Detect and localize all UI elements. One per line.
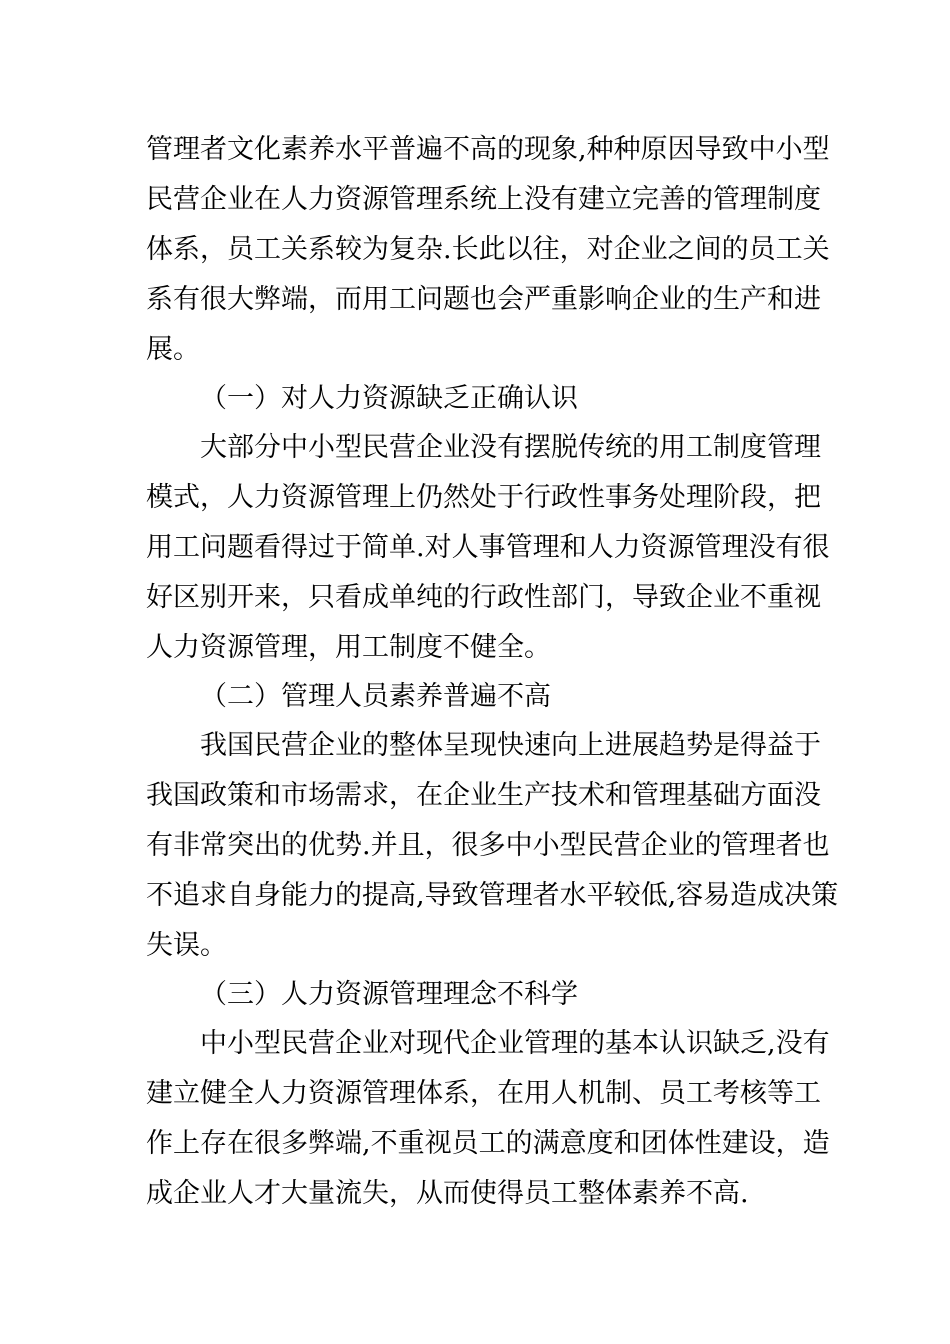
- section-heading: （一）对人力资源缺乏正确认识: [200, 383, 578, 414]
- body-text-line: 失误。: [146, 930, 227, 961]
- body-text-line: 民营企业在人力资源管理系统上没有建立完善的管理制度: [146, 184, 821, 215]
- body-text-line: 有非常突出的优势.并且，很多中小型民营企业的管理者也: [146, 830, 830, 861]
- body-text-line: 管理者文化素养水平普遍不高的现象,种种原因导致中小型: [146, 134, 830, 165]
- body-text-line: 展。: [146, 334, 200, 365]
- body-text-line: 系有很大弊端，而用工问题也会严重影响企业的生产和进: [146, 284, 821, 315]
- body-text-line: 体系，员工关系较为复杂.长此以往，对企业之间的员工关: [146, 234, 830, 265]
- body-text-line: 我国民营企业的整体呈现快速向上进展趋势是得益于: [200, 730, 821, 761]
- body-text-line: 成企业人才大量流失，从而使得员工整体素养不高.: [146, 1178, 749, 1209]
- body-text-line: 大部分中小型民营企业没有摆脱传统的用工制度管理: [200, 432, 821, 463]
- body-text-line: 用工问题看得过于简单.对人事管理和人力资源管理没有很: [146, 532, 830, 563]
- body-text-line: 作上存在很多弊端,不重视员工的满意度和团体性建设，造: [146, 1128, 830, 1159]
- section-heading: （三）人力资源管理理念不科学: [200, 979, 578, 1010]
- body-text-line: 人力资源管理，用工制度不健全。: [146, 632, 551, 663]
- body-text-line: 不追求自身能力的提高,导致管理者水平较低,容易造成决策: [146, 880, 839, 911]
- body-text-line: 建立健全人力资源管理体系，在用人机制、员工考核等工: [146, 1078, 821, 1109]
- body-text-line: 我国政策和市场需求，在企业生产技术和管理基础方面没: [146, 780, 821, 811]
- section-heading: （二）管理人员素养普遍不高: [200, 681, 551, 712]
- body-text-line: 中小型民营企业对现代企业管理的基本认识缺乏,没有: [200, 1028, 830, 1059]
- body-text-line: 模式，人力资源管理上仍然处于行政性事务处理阶段，把: [146, 482, 821, 513]
- body-text-line: 好区别开来，只看成单纯的行政性部门，导致企业不重视: [146, 582, 821, 613]
